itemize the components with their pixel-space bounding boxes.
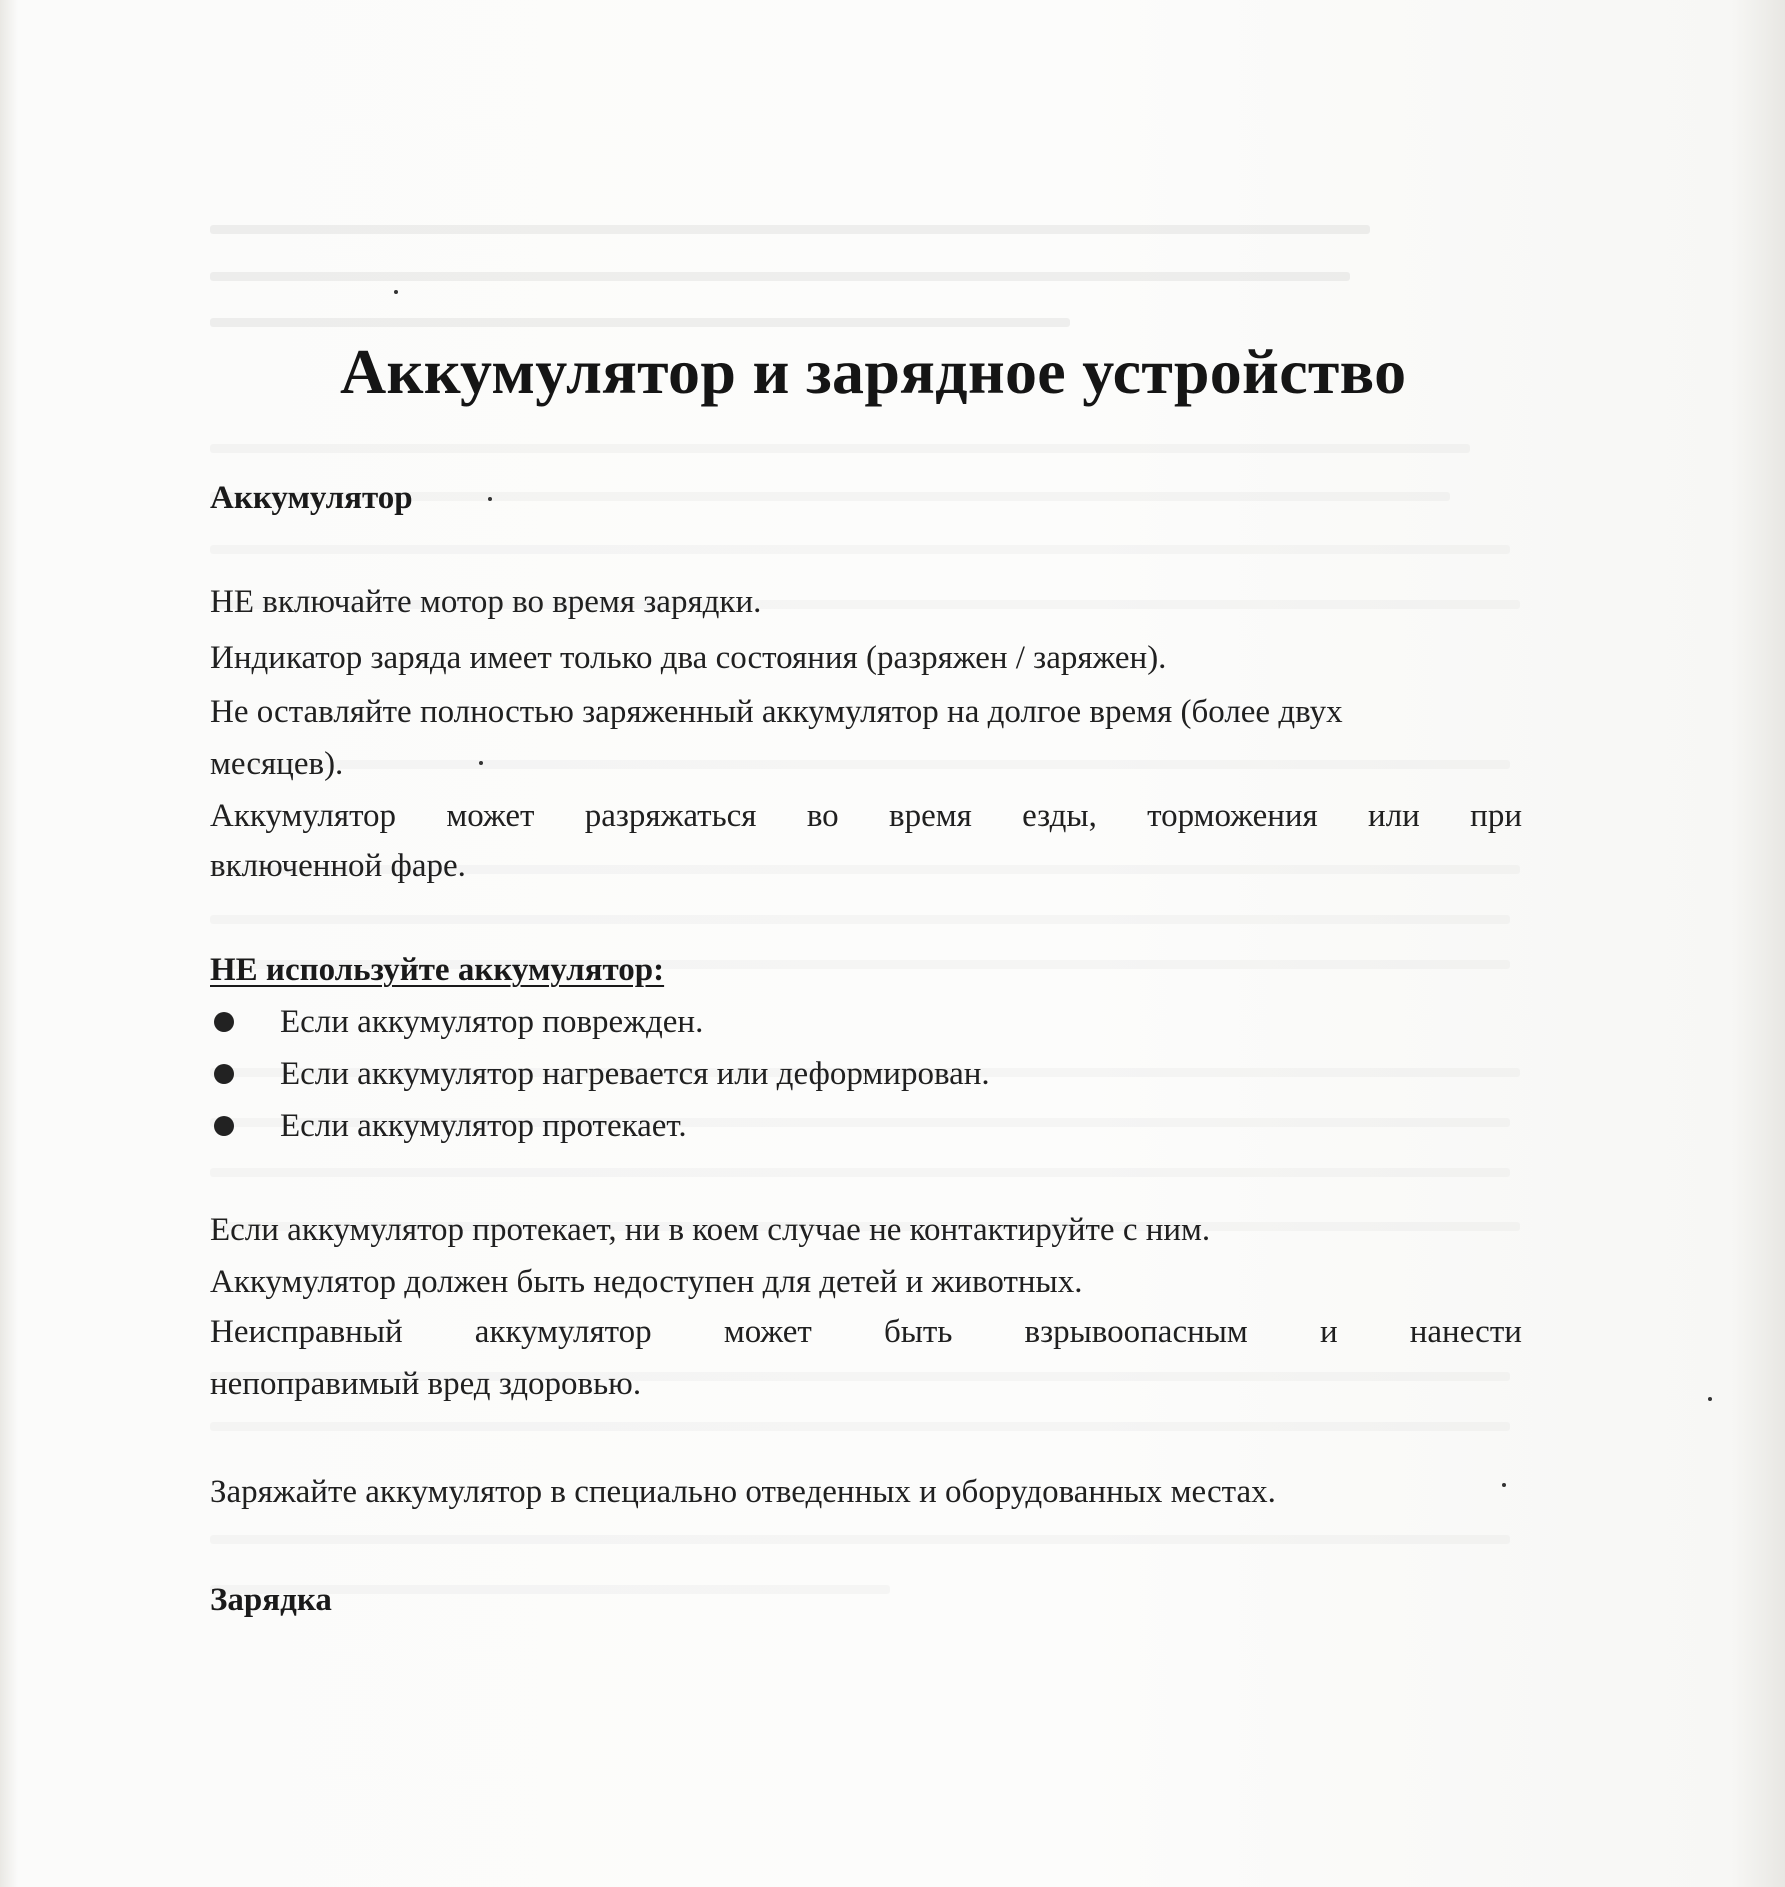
page-title: Аккумулятор и зарядное устройство — [340, 336, 1407, 407]
bullet-icon — [214, 1116, 234, 1136]
battery-line: НЕ включайте мотор во время зарядки. — [210, 584, 762, 620]
do-not-use-heading: НЕ используйте аккумулятор: — [210, 952, 665, 988]
paragraph-faulty-continuation: непоправимый вред здоровью. — [210, 1366, 642, 1402]
word: взрывоопасным — [1024, 1314, 1248, 1350]
word: Неисправный — [210, 1314, 403, 1350]
print-speck — [488, 497, 492, 501]
word: и — [1319, 1314, 1338, 1350]
word: торможения — [1147, 798, 1318, 834]
section-heading-charging: Зарядка — [210, 1582, 332, 1618]
print-speck — [1708, 1397, 1712, 1401]
word: во — [806, 798, 839, 834]
paragraph-discharge-line — [210, 794, 1522, 838]
word: Аккумулятор — [210, 798, 397, 834]
word: может — [446, 798, 535, 834]
print-speck — [1502, 1483, 1506, 1487]
battery-line: Индикатор заряда имеет только два состояния (разряжен / заряжен). — [210, 640, 1167, 676]
word: при — [1470, 798, 1522, 834]
battery-line: месяцев). — [210, 746, 344, 782]
bullet-text: Если аккумулятор поврежден. — [280, 1004, 704, 1040]
bullet-icon — [214, 1012, 234, 1032]
warning-line: Если аккумулятор протекает, ни в коем случае не контактируйте с ним. — [210, 1212, 1211, 1248]
charge-place-line: Заряжайте аккумулятор в специально отведенных и оборудованных местах. — [210, 1474, 1276, 1510]
word: езды, — [1022, 798, 1097, 834]
word: время — [889, 798, 972, 834]
paragraph-faulty-line — [210, 1310, 1522, 1354]
word: быть — [883, 1314, 953, 1350]
bullet-text: Если аккумулятор нагревается или деформирован. — [280, 1056, 990, 1092]
bullet-text: Если аккумулятор протекает. — [280, 1108, 687, 1144]
word: разряжаться — [584, 798, 757, 834]
word: аккумулятор — [474, 1314, 652, 1350]
bullet-icon — [214, 1064, 234, 1084]
battery-line: Не оставляйте полностью заряженный аккумулятор на долгое время (более двух — [210, 694, 1343, 730]
warning-line: Аккумулятор должен быть недоступен для детей и животных. — [210, 1264, 1083, 1300]
word: или — [1368, 798, 1420, 834]
paragraph-discharge-continuation: включенной фаре. — [210, 848, 466, 884]
word: может — [723, 1314, 812, 1350]
print-speck — [479, 761, 483, 765]
print-speck — [394, 290, 398, 294]
word: нанести — [1409, 1314, 1522, 1350]
section-heading-battery: Аккумулятор — [210, 480, 413, 516]
